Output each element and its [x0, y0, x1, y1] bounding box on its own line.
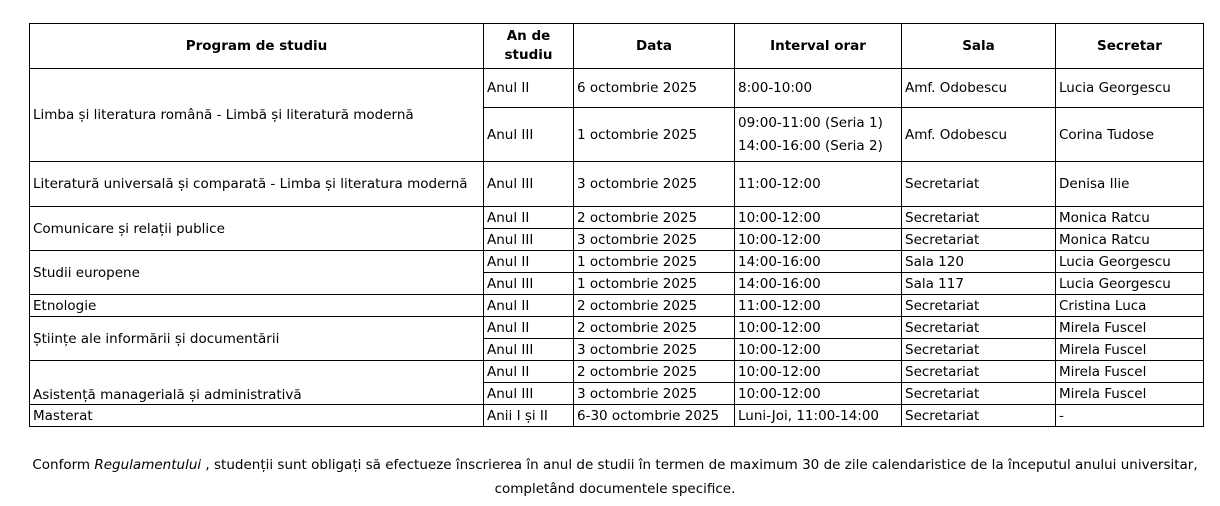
cell-date: 3 octombrie 2025 [574, 229, 735, 251]
cell-interval [735, 317, 902, 339]
cell-secretary: Lucia Georgescu [1056, 69, 1204, 108]
cell-year: Anul III [484, 229, 574, 251]
cell-program: Comunicare și relații publice [30, 207, 484, 251]
cell-date: 6 octombrie 2025 [574, 69, 735, 108]
header-year: An de studiu [484, 24, 574, 69]
cell-date: 3 octombrie 2025 [574, 383, 735, 405]
interval-line: 8:00-10:00 [738, 80, 813, 96]
header-interval: Interval orar [735, 24, 902, 69]
cell-date: 1 octombrie 2025 [574, 108, 735, 162]
interval-line: 10:00-12:00 [738, 319, 821, 336]
cell-date: 6-30 octombrie 2025 [574, 405, 735, 427]
cell-room: Amf. Odobescu [902, 108, 1056, 162]
cell-secretary: Monica Ratcu [1056, 207, 1204, 229]
cell-date: 3 octombrie 2025 [574, 339, 735, 361]
cell-interval [735, 207, 902, 229]
interval-line: 14:00-16:00 [738, 275, 821, 292]
cell-secretary: Mirela Fuscel [1056, 339, 1204, 361]
cell-room: Secretariat [902, 383, 1056, 405]
cell-interval [735, 229, 902, 251]
cell-secretary: Mirela Fuscel [1056, 383, 1204, 405]
interval-line: 14:00-16:00 (Seria 2) [738, 137, 883, 154]
table-row [30, 251, 1204, 273]
cell-year: Anul II [484, 207, 574, 229]
cell-secretary: Mirela Fuscel [1056, 317, 1204, 339]
footnote-emphasis: Regulamentului [94, 457, 202, 473]
cell-interval [735, 383, 902, 405]
cell-program: Limba și literatura română - Limbă și literatură modernă [30, 69, 484, 162]
cell-program: Masterat [30, 405, 484, 427]
cell-date: 1 octombrie 2025 [574, 273, 735, 295]
cell-secretary: Cristina Luca [1056, 295, 1204, 317]
cell-date: 2 octombrie 2025 [574, 361, 735, 383]
cell-interval [735, 251, 902, 273]
header-secretary: Secretar [1056, 24, 1204, 69]
interval-line: 10:00-12:00 [738, 385, 821, 402]
cell-room: Secretariat [902, 207, 1056, 229]
interval-line: 11:00-12:00 [738, 297, 821, 314]
cell-interval [735, 295, 902, 317]
table-row [30, 361, 1204, 383]
cell-room: Secretariat [902, 229, 1056, 251]
cell-year: Anul III [484, 273, 574, 295]
cell-year: Anul II [484, 317, 574, 339]
cell-date: 1 octombrie 2025 [574, 251, 735, 273]
cell-secretary: Denisa Ilie [1056, 162, 1204, 207]
cell-year: Anul III [484, 162, 574, 207]
cell-room: Sala 117 [902, 273, 1056, 295]
interval-line: 10:00-12:00 [738, 341, 821, 358]
cell-secretary: Monica Ratcu [1056, 229, 1204, 251]
cell-room: Sala 120 [902, 251, 1056, 273]
cell-room: Secretariat [902, 162, 1056, 207]
interval-line: 11:00-12:00 [738, 176, 821, 192]
cell-interval [735, 339, 902, 361]
cell-room: Secretariat [902, 295, 1056, 317]
cell-interval [735, 405, 902, 427]
cell-room: Secretariat [902, 339, 1056, 361]
header-row [30, 24, 1204, 69]
table-row [30, 69, 1204, 108]
schedule-body [30, 69, 1204, 427]
interval-line: 14:00-16:00 [738, 253, 821, 270]
cell-secretary: Lucia Georgescu [1056, 273, 1204, 295]
cell-secretary: Mirela Fuscel [1056, 361, 1204, 383]
header-room: Sala [902, 24, 1056, 69]
cell-date: 2 octombrie 2025 [574, 295, 735, 317]
cell-year: Anul II [484, 295, 574, 317]
cell-room: Amf. Odobescu [902, 69, 1056, 108]
interval-line: 10:00-12:00 [738, 231, 821, 248]
interval-line: 09:00-11:00 (Seria 1) [738, 114, 883, 131]
cell-date: 2 octombrie 2025 [574, 317, 735, 339]
cell-room: Secretariat [902, 405, 1056, 427]
table-row [30, 317, 1204, 339]
interval-line: 10:00-12:00 [738, 363, 821, 380]
cell-program: Asistență managerială și administrativă [30, 361, 484, 405]
cell-program: Literatură universală și comparată - Limba și literatura modernă [30, 162, 484, 207]
cell-program: Științe ale informării și documentării [30, 317, 484, 361]
interval-line: Luni-Joi, 11:00-14:00 [738, 407, 880, 424]
cell-year: Anul III [484, 108, 574, 162]
cell-date: 2 octombrie 2025 [574, 207, 735, 229]
interval-line: 10:00-12:00 [738, 209, 821, 226]
cell-program: Etnologie [30, 295, 484, 317]
cell-year: Anul III [484, 383, 574, 405]
cell-interval [735, 361, 902, 383]
cell-year: Anul II [484, 69, 574, 108]
cell-program: Studii europene [30, 251, 484, 295]
table-row [30, 207, 1204, 229]
table-row [30, 405, 1204, 427]
cell-interval [735, 162, 902, 207]
cell-secretary: Corina Tudose [1056, 108, 1204, 162]
cell-year: Anul II [484, 251, 574, 273]
cell-secretary: Lucia Georgescu [1056, 251, 1204, 273]
schedule-table [29, 23, 1204, 427]
table-row [30, 162, 1204, 207]
cell-year: Anul II [484, 361, 574, 383]
cell-interval [735, 69, 902, 108]
cell-year: Anii I și II [484, 405, 574, 427]
cell-room: Secretariat [902, 317, 1056, 339]
cell-date: 3 octombrie 2025 [574, 162, 735, 207]
cell-secretary: - [1056, 405, 1204, 427]
cell-room: Secretariat [902, 361, 1056, 383]
table-row [30, 295, 1204, 317]
cell-interval [735, 108, 902, 162]
cell-interval [735, 273, 902, 295]
footnote: Conform Regulamentului , studenții sunt obligați să efectueze înscrierea în anul de studii în termen de maximum 30 de zile calendaristice de la începutul anului universitar, completând documentele specifice. [32, 457, 1198, 497]
header-program: Program de studiu [30, 24, 484, 69]
cell-year: Anul III [484, 339, 574, 361]
header-date: Data [574, 24, 735, 69]
